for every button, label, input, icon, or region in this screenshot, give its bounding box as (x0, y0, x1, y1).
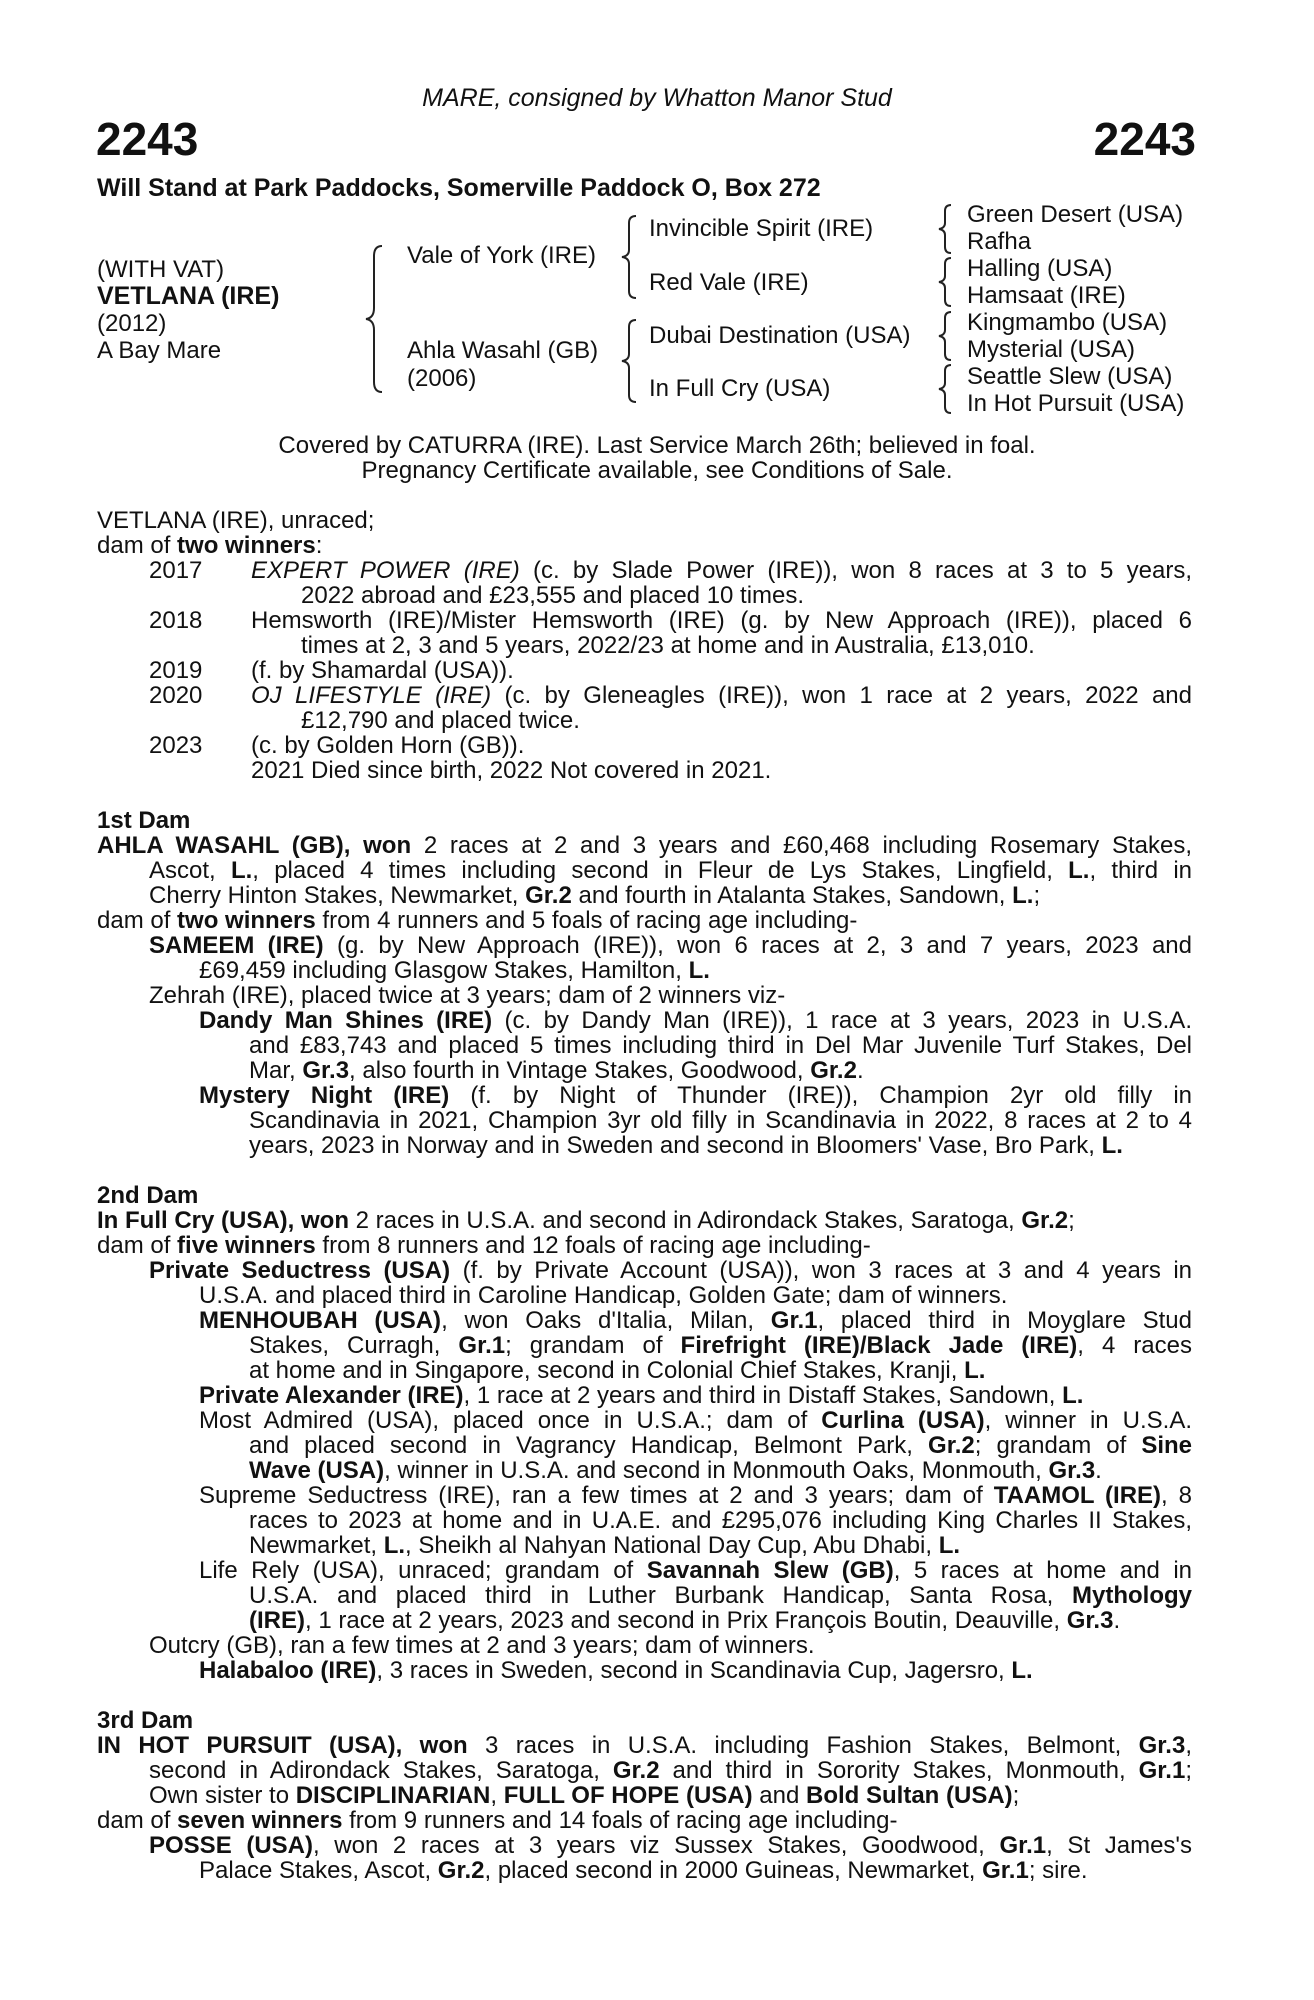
pedigree-dsd: Mysterial (USA) (967, 336, 1136, 363)
progeny-line: Palace Stakes, Ascot, Gr.2, placed second in 2000 Guineas, Newmarket, Gr.1; sire. (199, 1857, 1088, 1884)
dam-line: Ascot, L., placed 4 times including second in Fleur de Lys Stakes, Lingfield, L., third in (149, 857, 1193, 884)
produce-entry-cont: £12,790 and placed twice. (301, 707, 580, 734)
pregnancy-note: Pregnancy Certificate available, see Conditions of Sale. (361, 457, 953, 484)
produce-entry-cont: 2022 abroad and £23,555 and placed 10 times. (301, 582, 805, 609)
progeny-line: at home and in Singapore, second in Colonial Chief Stakes, Kranji, L. (249, 1357, 986, 1384)
progeny-line: Zehrah (IRE), placed twice at 3 years; dam of 2 winners viz- (149, 982, 786, 1009)
pedigree-dam: Ahla Wasahl (GB) (407, 337, 599, 364)
pedigree-brace (935, 310, 955, 362)
produce-intro: VETLANA (IRE), unraced; (97, 507, 375, 534)
pedigree-ddd: In Hot Pursuit (USA) (967, 390, 1185, 417)
progeny-line: Dandy Man Shines (IRE) (c. by Dandy Man (IRE)), 1 race at 3 years, 2023 in U.S.A. (199, 1007, 1192, 1034)
pedigree-sds: Halling (USA) (967, 255, 1113, 282)
produce-entry-cont: 2021 Died since birth, 2022 Not covered in 2021. (251, 757, 772, 784)
lot-number-left: 2243 (96, 113, 199, 165)
dam-line: dam of five winners from 8 runners and 12 foals of racing age including- (97, 1232, 871, 1259)
progeny-line: Mar, Gr.3, also fourth in Vintage Stakes, Goodwood, Gr.2. (249, 1057, 864, 1084)
dam-line: dam of two winners from 4 runners and 5 foals of racing age including- (97, 907, 858, 934)
progeny-line: Stakes, Curragh, Gr.1; grandam of Firefright (IRE)/Black Jade (IRE), 4 races (249, 1332, 1192, 1359)
produce-year: 2019 (149, 657, 203, 684)
progeny-line: SAMEEM (IRE) (g. by New Approach (IRE)), won 6 races at 2, 3 and 7 years, 2023 and (149, 932, 1193, 959)
progeny-line: (IRE), 1 race at 2 years, 2023 and second in Prix François Boutin, Deauville, Gr.3. (249, 1607, 1121, 1634)
pedigree-sss: Green Desert (USA) (967, 201, 1184, 228)
progeny-line: Most Admired (USA), placed once in U.S.A.; dam of Curlina (USA), winner in U.S.A. (199, 1407, 1193, 1434)
pedigree-brace (362, 244, 388, 394)
progeny-line: Outcry (GB), ran a few times at 2 and 3 years; dam of winners. (149, 1632, 815, 1659)
progeny-line: POSSE (USA), won 2 races at 3 years viz Sussex Stakes, Goodwood, Gr.1, St James's (149, 1832, 1192, 1859)
produce-year: 2017 (149, 557, 203, 584)
produce-year: 2020 (149, 682, 203, 709)
dam-line: In Full Cry (USA), won 2 races in U.S.A. and second in Adirondack Stakes, Saratoga, Gr.2; (97, 1207, 1075, 1234)
pedigree-brace (618, 318, 640, 404)
pedigree-sire: Vale of York (IRE) (407, 242, 596, 269)
section-heading: 1st Dam (97, 807, 191, 834)
pedigree-brace (935, 203, 955, 255)
pedigree-dam-sire: Dubai Destination (USA) (649, 322, 911, 349)
pedigree-sire-dam: Red Vale (IRE) (649, 269, 809, 296)
produce-year: 2023 (149, 732, 203, 759)
stabling-location: Will Stand at Park Paddocks, Somerville Paddock O, Box 272 (97, 174, 821, 202)
dam-line: dam of seven winners from 9 runners and 14 foals of racing age including- (97, 1807, 898, 1834)
progeny-line: MENHOUBAH (USA), won Oaks d'Italia, Milan, Gr.1, placed third in Moyglare Stud (199, 1307, 1193, 1334)
progeny-line: Private Alexander (IRE), 1 race at 2 years and third in Distaff Stakes, Sandown, L. (199, 1382, 1084, 1409)
dam-line: IN HOT PURSUIT (USA), won 3 races in U.S.A. including Fashion Stakes, Belmont, Gr.3, (97, 1732, 1192, 1759)
vat-note: (WITH VAT) (97, 256, 225, 283)
progeny-line: years, 2023 in Norway and in Sweden and second in Bloomers' Vase, Bro Park, L. (249, 1132, 1123, 1159)
covered-note: Covered by CATURRA (IRE). Last Service March 26th; believed in foal. (278, 432, 1036, 459)
horse-description: A Bay Mare (97, 337, 222, 364)
progeny-line: Scandinavia in 2021, Champion 3yr old filly in Scandinavia in 2022, 8 races at 2 to 4 (249, 1107, 1192, 1134)
pedigree-brace (935, 256, 955, 308)
produce-entry: Hemsworth (IRE)/Mister Hemsworth (IRE) (g. by New Approach (IRE)), placed 6 (251, 607, 1192, 634)
produce-entry: OJ LIFESTYLE (IRE) (c. by Gleneagles (IRE)), won 1 race at 2 years, 2022 and (251, 682, 1192, 709)
progeny-line: Wave (USA), winner in U.S.A. and second in Monmouth Oaks, Monmouth, Gr.3. (249, 1457, 1102, 1484)
dam-line: AHLA WASAHL (GB), won 2 races at 2 and 3 years and £60,468 including Rosemary Stakes, (97, 832, 1193, 859)
pedigree-dam-dam: In Full Cry (USA) (649, 375, 831, 402)
progeny-line: races to 2023 at home and in U.A.E. and £295,076 including King Charles II Stakes, (249, 1507, 1192, 1534)
progeny-line: Halabaloo (IRE), 3 races in Sweden, second in Scandinavia Cup, Jagersro, L. (199, 1657, 1033, 1684)
produce-entry: (c. by Golden Horn (GB)). (251, 732, 525, 759)
progeny-line: Life Rely (USA), unraced; grandam of Savannah Slew (GB), 5 races at home and in (199, 1557, 1192, 1584)
pedigree-sire-sire: Invincible Spirit (IRE) (649, 215, 874, 242)
pedigree-sdd: Hamsaat (IRE) (967, 282, 1126, 309)
produce-year: 2018 (149, 607, 203, 634)
progeny-line: Mystery Night (IRE) (f. by Night of Thunder (IRE)), Champion 2yr old filly in (199, 1082, 1193, 1109)
produce-entry-cont: times at 2, 3 and 5 years, 2022/23 at home and in Australia, £13,010. (301, 632, 1035, 659)
progeny-line: Supreme Seductress (IRE), ran a few times at 2 and 3 years; dam of TAAMOL (IRE), 8 (199, 1482, 1192, 1509)
consignor-line: MARE, consigned by Whatton Manor Stud (422, 84, 892, 112)
produce-dam-of: dam of two winners: (97, 532, 323, 559)
section-heading: 3rd Dam (97, 1707, 194, 1734)
progeny-line: and placed second in Vagrancy Handicap, Belmont Park, Gr.2; grandam of Sine (249, 1432, 1192, 1459)
progeny-line: Private Seductress (USA) (f. by Private Account (USA)), won 3 races at 3 and 4 years in (149, 1257, 1192, 1284)
pedigree-brace (935, 363, 955, 415)
progeny-line: U.S.A. and placed third in Caroline Handicap, Golden Gate; dam of winners. (199, 1282, 1008, 1309)
dam-line: Own sister to DISCIPLINARIAN, FULL OF HOPE (USA) and Bold Sultan (USA); (149, 1782, 1020, 1809)
dam-line: Cherry Hinton Stakes, Newmarket, Gr.2 and fourth in Atalanta Stakes, Sandown, L.; (149, 882, 1041, 909)
produce-entry: (f. by Shamardal (USA)). (251, 657, 514, 684)
progeny-line: U.S.A. and placed third in Luther Burbank Handicap, Santa Rosa, Mythology (249, 1582, 1192, 1609)
section-heading: 2nd Dam (97, 1182, 199, 1209)
produce-entry: EXPERT POWER (IRE) (c. by Slade Power (IRE)), won 8 races at 3 to 5 years, (251, 557, 1192, 584)
pedigree-dds: Seattle Slew (USA) (967, 363, 1173, 390)
pedigree-brace (618, 214, 640, 300)
lot-number-right: 2243 (1093, 113, 1196, 165)
pedigree-dam-year: (2006) (407, 365, 477, 392)
dam-line: second in Adirondack Stakes, Saratoga, Gr.2 and third in Sorority Stakes, Monmouth, Gr.1; (149, 1757, 1192, 1784)
pedigree-dss: Kingmambo (USA) (967, 309, 1168, 336)
horse-year: (2012) (97, 310, 167, 337)
pedigree-ssd: Rafha (967, 228, 1032, 255)
horse-name: VETLANA (IRE) (97, 282, 280, 310)
progeny-line: and £83,743 and placed 5 times including third in Del Mar Juvenile Turf Stakes, Del (249, 1032, 1192, 1059)
progeny-line: £69,459 including Glasgow Stakes, Hamilton, L. (199, 957, 710, 984)
progeny-line: Newmarket, L., Sheikh al Nahyan National Day Cup, Abu Dhabi, L. (249, 1532, 961, 1559)
